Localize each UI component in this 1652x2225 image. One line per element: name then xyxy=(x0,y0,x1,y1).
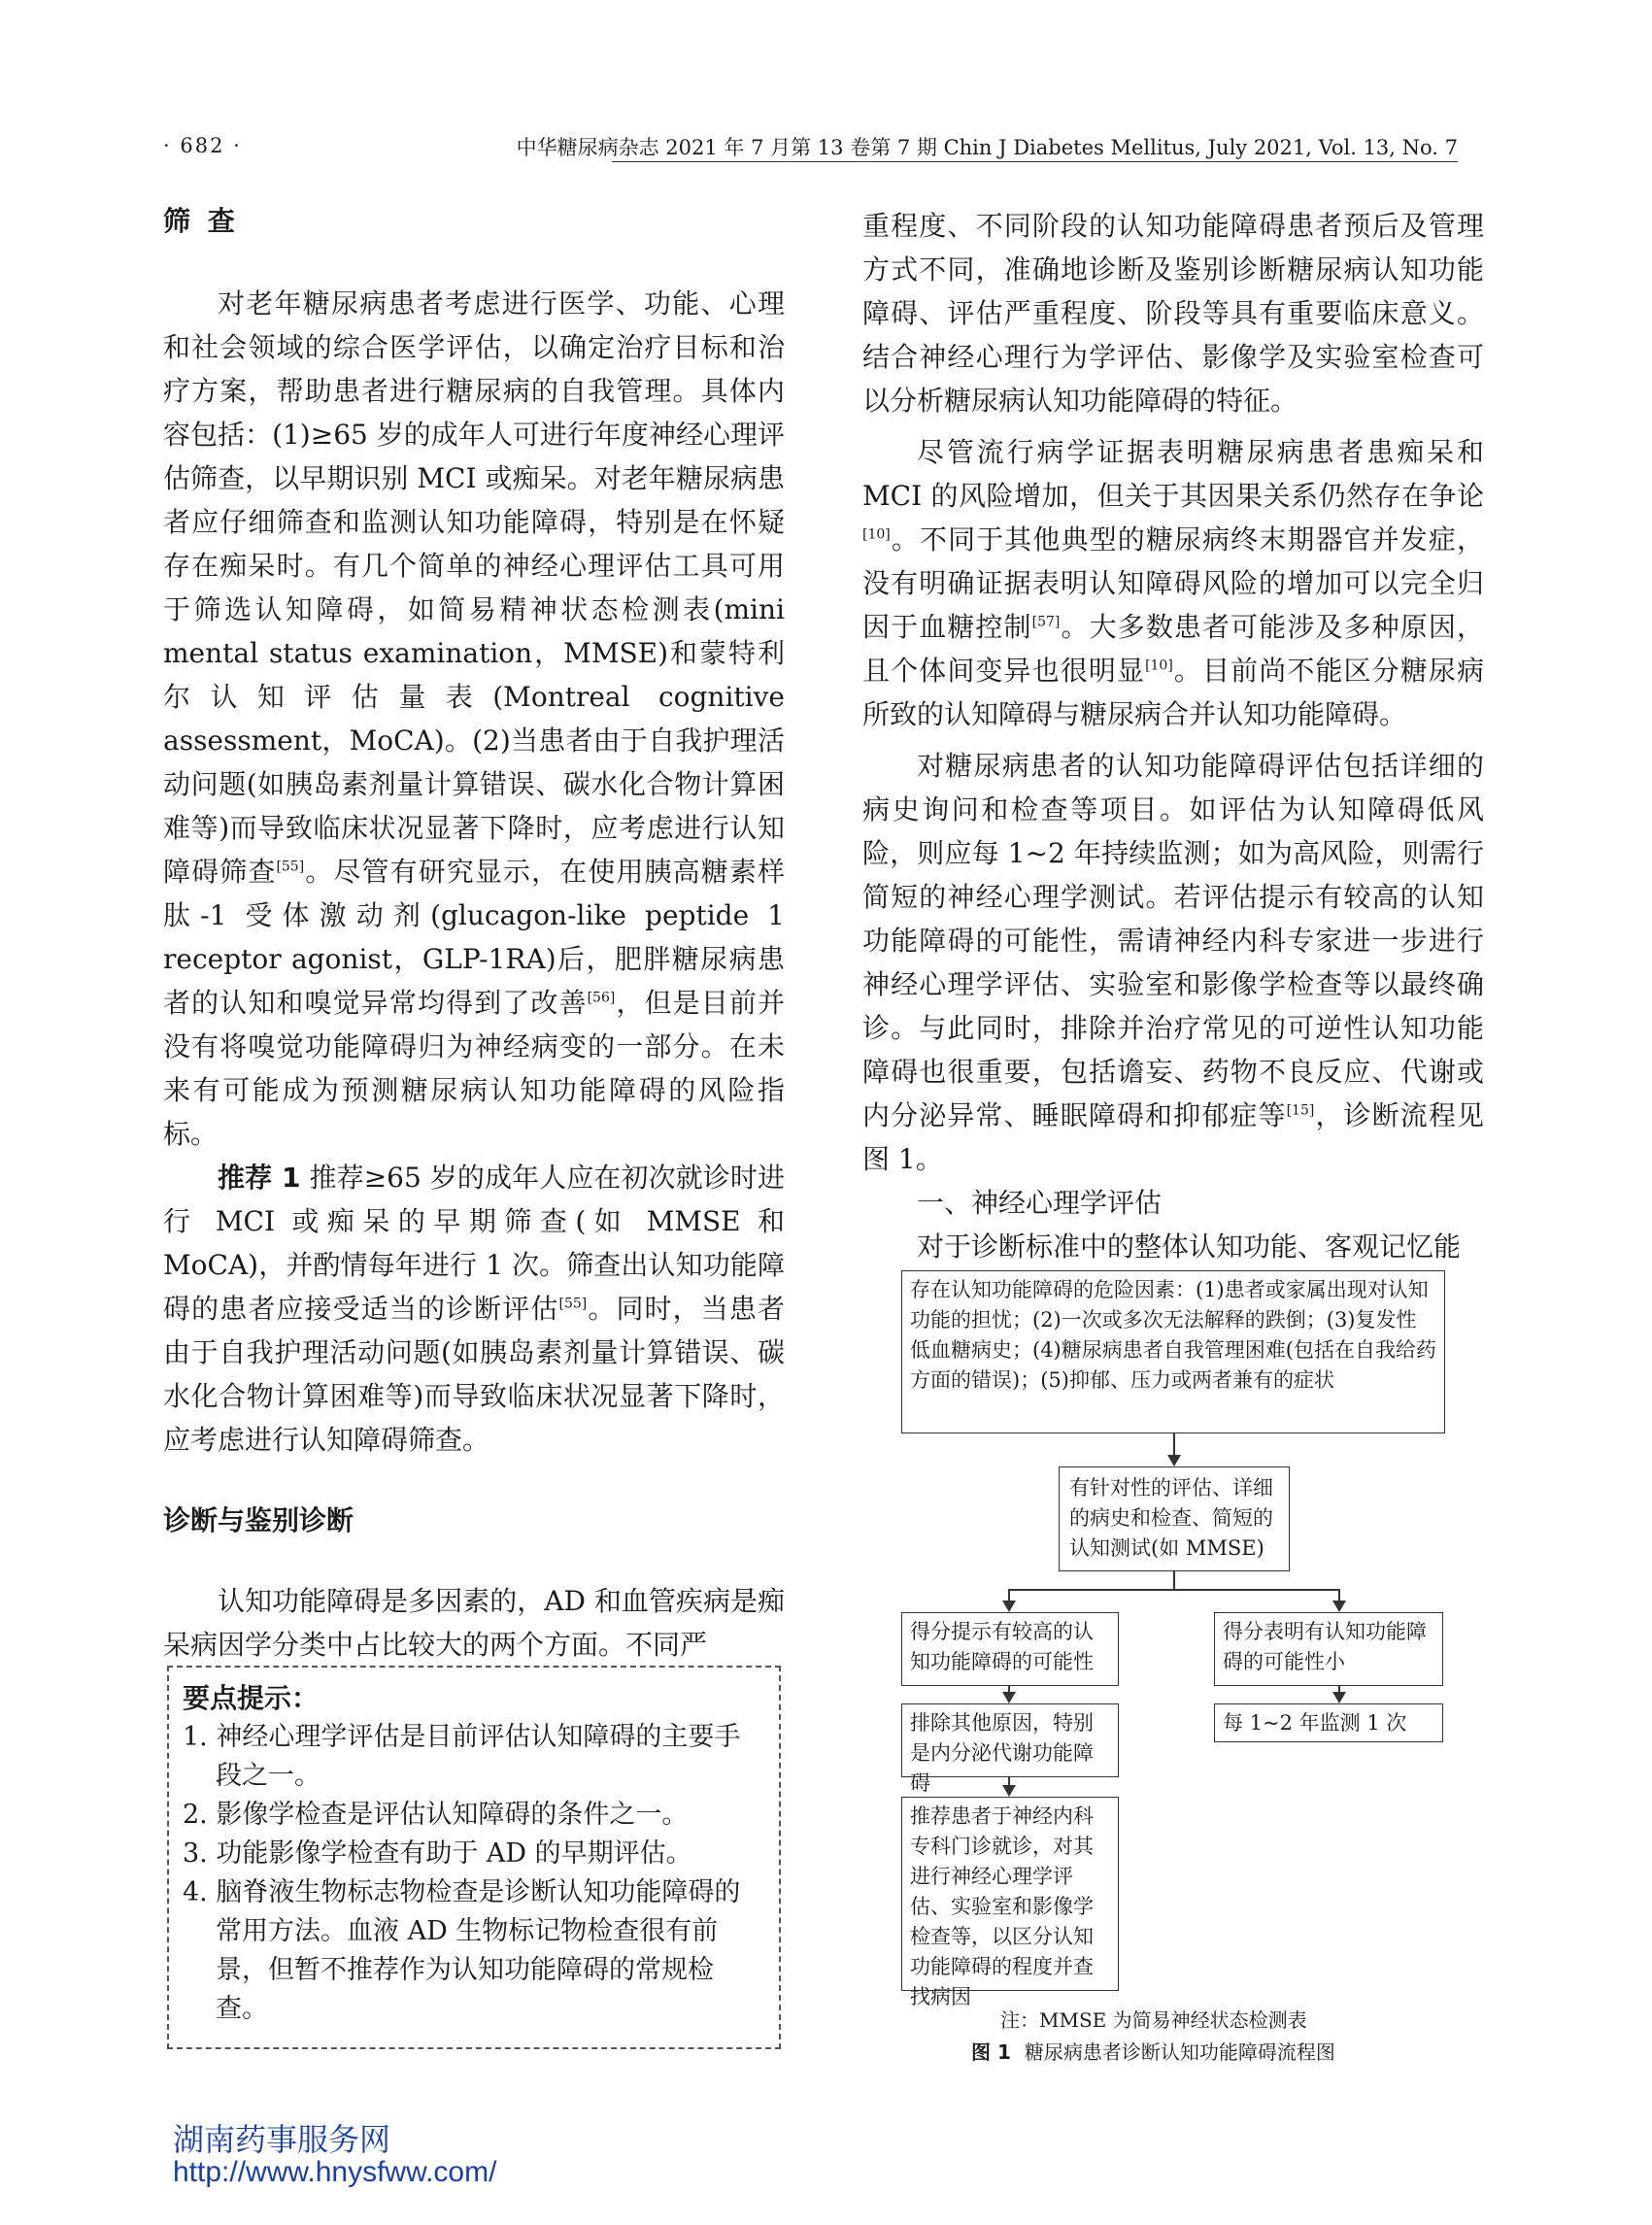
flow-arrow xyxy=(1167,1455,1181,1466)
key-point-item: 1. 神经心理学评估是目前评估认知障碍的主要手段之一。 xyxy=(183,1722,741,1791)
flow-box-high-likelihood: 得分提示有较高的认知功能障碍的可能性 xyxy=(901,1612,1119,1686)
citation: [10] xyxy=(862,526,891,543)
right-column xyxy=(862,204,1484,1268)
section-heading-diagnosis: 诊断与鉴别诊断 xyxy=(163,1504,354,1536)
flow-arrow xyxy=(1332,1601,1346,1612)
causality-paragraph: 尽管流行病学证据表明糖尿病患者患痴呆和 MCI 的风险增加，但关于其因果关系仍然存在争论[10]。不同于其他典型的糖尿病终末期器官并发症，没有明确证据表明认知障碍风险的增加可以完全归因于血糖控制[57]。大多数患者可能涉及多种原因，且个体间变异也很明显[10]。目前尚不能区分糖尿病所致的认知障碍与糖尿病合并认知功能障碍。 xyxy=(862,436,1484,730)
flow-box-low-likelihood: 得分表明有认知功能障碍的可能性小 xyxy=(1214,1612,1443,1686)
screening-paragraph: 对老年糖尿病患者考虑进行医学、功能、心理和社会领域的综合医学评估，以确定治疗目标和治疗方案，帮助患者进行糖尿病的自我管理。具体内容包括：(1)≥65 岁的成年人可进行年度神经心理评估筛查，以早期识别 MCI 或痴呆。对老年糖尿病患者应仔细筛查和监测认知功能障碍，特别是在怀疑存在痴呆时。有几个简单的神经心理评估工具可用于筛选认知障碍，如简易精神状态检测表(mini mental status examination，MMSE)和蒙特利尔认知评估量表(Montreal cognitive assessment，MoCA)。(2)当患者由于自我护理活动问题(如胰岛素剂量计算错误、碳水化合物计算困难等)而导致临床状况显著下降时，应考虑进行认知障碍筛查[55]。尽管有研究显示，在使用胰高糖素样肽-1 受体激动剂(glucagon-like peptide 1 receptor agonist，GLP-1RA)后，肥胖糖尿病患者的认知和嗅觉异常均得到了改善[56]，但是目前并没有将嗅觉功能障碍归为神经病变的一部分。在未来有可能成为预测糖尿病认知功能障碍的风险指标。 xyxy=(163,287,785,1150)
citation: [10] xyxy=(1145,657,1173,674)
watermark-url[interactable]: http://www.hnysfww.com/ xyxy=(173,2156,497,2188)
citation: [15] xyxy=(1286,1102,1315,1119)
key-point-item: 4. 脑脊液生物标志物检查是诊断认知功能障碍的常用方法。血液 AD 生物标记物检查很有前景，但暂不推荐作为认知功能障碍的常规检查。 xyxy=(183,1877,741,2024)
recommendation-1: 推荐 1 推荐≥65 岁的成年人应在初次就诊时进行 MCI 或痴呆的早期筛查(如 MMSE 和 MoCA)，并酌情每年进行 1 次。筛查出认知功能障碍的患者应接受适当的诊断评估[55]。同时，当患者由于自我护理活动问题(如胰岛素剂量计算错误、碳水化合物计算困难等)而导致临床状况显著下降时，应考虑进行认知障碍筛查。 xyxy=(163,1162,785,1456)
section-heading-screening: 筛 查 xyxy=(163,205,239,237)
key-points-box xyxy=(167,1666,781,2049)
assessment-paragraph: 对糖尿病患者的认知功能障碍评估包括详细的病史询问和检查等项目。如评估为认知障碍低风险，则应每 1~2 年持续监测；如为高风险，则需行简短的神经心理学测试。若评估提示有较高的认知功能障碍的可能性，需请神经内科专家进一步进行神经心理学评估、实验室和影像学检查等以最终确诊。与此同时，排除并治疗常见的可逆性认知功能障碍也很重要，包括谵妄、药物不良反应、代谢或内分泌异常、睡眠障碍和抑郁症等[15]，诊断流程见图 1。 xyxy=(862,750,1484,1175)
flow-arrow xyxy=(1332,1692,1346,1703)
key-point-item: 2. 影像学检查是评估认知障碍的条件之一。 xyxy=(183,1800,689,1830)
flow-box-risk-factors: 存在认知功能障碍的危险因素：(1)患者或家属出现对认知功能的担忧；(2)一次或多次无法解释的跌倒；(3)复发性低血糖病史；(4)糖尿病患者自我管理困难(包括在自我给药方面的错误)；(5)抑郁、压力或两者兼有的症状 xyxy=(901,1270,1445,1433)
figure-caption: 图 1 糖尿病患者诊断认知功能障碍流程图 xyxy=(971,2040,1335,2064)
flow-connector xyxy=(1173,1571,1175,1589)
left-column xyxy=(163,199,785,1667)
diagnosis-paragraph-cont: 重程度、不同阶段的认知功能障碍患者预后及管理方式不同，准确地诊断及鉴别诊断糖尿病认知功能障碍、评估严重程度、阶段等具有重要临床意义。结合神经心理行为学评估、影像学及实验室检查可以分析糖尿病认知功能障碍的特征。 xyxy=(862,210,1484,417)
header-rule xyxy=(612,161,1458,162)
flow-arrow xyxy=(1002,1785,1016,1797)
flow-box-monitor: 每 1~2 年监测 1 次 xyxy=(1214,1703,1443,1742)
citation: [57] xyxy=(1031,614,1061,630)
flow-box-exclude-causes: 排除其他原因，特别是内分泌代谢功能障碍 xyxy=(901,1703,1119,1777)
citation: [56] xyxy=(587,990,616,1006)
flow-box-referral: 推荐患者于神经内科专科门诊就诊，对其进行神经心理学评估、实验室和影像学检查等，以区分认知功能障碍的程度并查找病因 xyxy=(901,1797,1119,1991)
citation: [55] xyxy=(276,859,305,875)
page-number: · 682 · xyxy=(163,134,242,157)
subheading-neuropsych: 一、神经心理学评估 xyxy=(917,1187,1163,1219)
watermark-site-name: 湖南药事服务网 xyxy=(173,2121,391,2158)
neuropsych-paragraph: 对于诊断标准中的整体认知功能、客观记忆能 xyxy=(917,1230,1462,1263)
flow-connector xyxy=(1008,1589,1340,1591)
flow-box-assessment: 有针对性的评估、详细的病史和检查、简短的认知测试(如 MMSE) xyxy=(1059,1466,1290,1571)
diagnosis-paragraph: 认知功能障碍是多因素的，AD 和血管疾病是痴呆病因学分类中占比较大的两个方面。不同严 xyxy=(163,1585,785,1661)
flow-arrow xyxy=(1002,1692,1016,1703)
journal-header: 中华糖尿病杂志 2021 年 7 月第 13 卷第 7 期 Chin J Diabetes Mellitus, July 2021, Vol. 13, No. 7 xyxy=(516,136,1458,159)
citation: [55] xyxy=(558,1296,588,1312)
flow-arrow xyxy=(1002,1601,1016,1612)
key-point-item: 3. 功能影像学检查有助于 AD 的早期评估。 xyxy=(183,1838,692,1869)
key-points-title: 要点提示： xyxy=(183,1682,320,1714)
figure-note: 注：MMSE 为简易神经状态检测表 xyxy=(1000,2008,1307,2032)
